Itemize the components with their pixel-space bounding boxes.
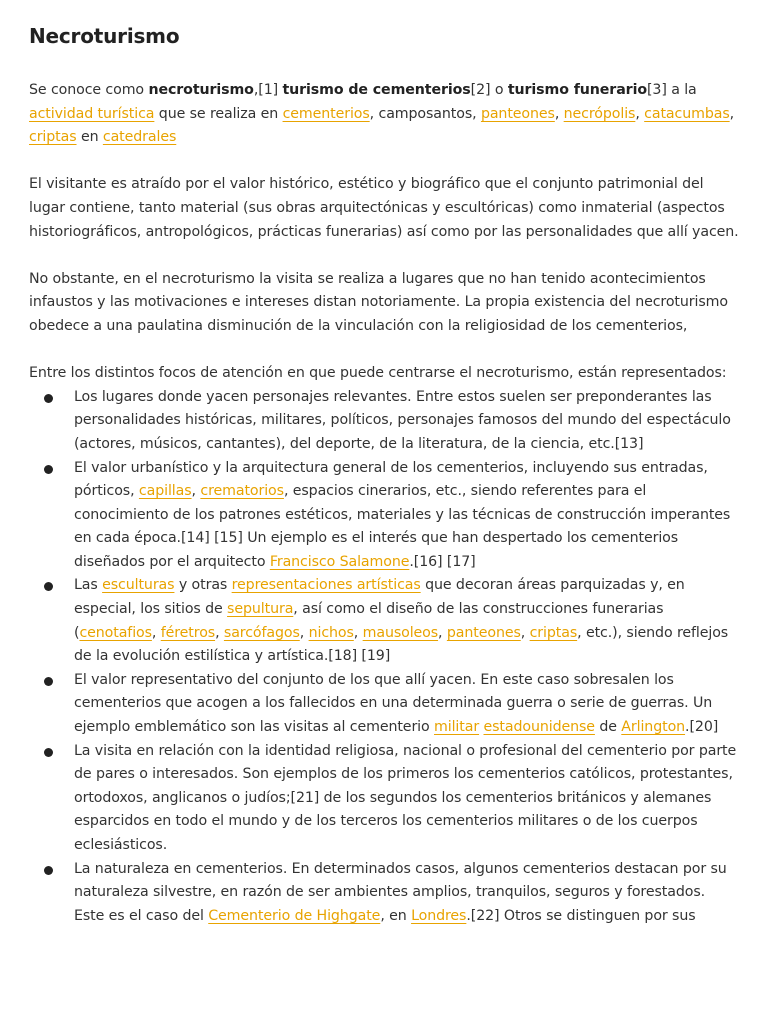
link-feretros[interactable]: féretros — [160, 624, 216, 641]
text: Los lugares donde yacen personajes relevantes. Entre estos suelen ser preponderantes las personalidades históricas, militares, políticos, personajes famosos del mundo del espectáculo (actores, músicos, cantantes), del deporte, de la literatura, de la ciencia, etc.[13] — [74, 388, 731, 452]
intro-paragraph — [29, 79, 739, 150]
bullet-icon — [44, 394, 53, 403]
bullet-icon — [44, 677, 53, 686]
text: Se conoce como — [29, 82, 149, 98]
link-estadounidense[interactable]: estadounidense — [483, 719, 595, 736]
text: , etc.), siendo reflejos de la evolución estilística y artística.[18] [19] — [74, 624, 729, 665]
link-londres[interactable]: Londres — [411, 907, 467, 924]
text: , — [299, 624, 309, 641]
link-mausoleos[interactable]: mausoleos — [362, 624, 439, 641]
text: El valor representativo del conjunto de los que allí yacen. En este caso sobresalen los cementerios que acogen a los fallecidos en una determinada guerra o serie de guerras. Un ejemplo emblemático son las visitas al cementerio — [74, 671, 713, 736]
link-cementerios[interactable]: cementerios — [282, 105, 370, 122]
link-militar[interactable]: militar — [434, 719, 480, 736]
paragraph-no-obstante: No obstante, en el necroturismo la visita se realiza a lugares que no han tenido acontecimientos infaustos y las motivaciones e intereses distan notoriamente. La propia existencia del necroturismo obedece a una paulatina disminución de la vinculación con la religiosidad de los cementerios, — [29, 270, 728, 334]
link-sepultura[interactable]: sepultura — [227, 601, 294, 618]
list-item — [29, 386, 739, 457]
text: , camposantos, — [369, 105, 481, 122]
link-cementerio-de-highgate[interactable]: Cementerio de Highgate — [208, 907, 381, 924]
text: , — [520, 624, 530, 641]
link-nichos[interactable]: nichos — [308, 624, 354, 641]
link-panteones[interactable]: panteones — [446, 624, 521, 641]
link-cenotafios[interactable]: cenotafios — [79, 624, 152, 641]
list-item — [29, 669, 739, 740]
link-panteones[interactable]: panteones — [480, 105, 555, 122]
bold-term: turismo funerario — [507, 82, 647, 98]
text: , — [729, 105, 735, 122]
link-sarcofagos[interactable]: sarcófagos — [223, 624, 300, 641]
text: , en — [380, 907, 412, 924]
page-title: Necroturismo — [29, 24, 180, 48]
text: La visita en relación con la identidad religiosa, nacional o profesional del cementerio por parte de pares o interesados. Son ejemplos de los primeros los cementerios católicos, protestantes, ortodoxos, anglicanos o judíos;[21] de los segundos los cementerios británicos y alemanes esparcidos en todo el mundo y de los terceros los cementerios militares o de los cuerpos eclesiásticos. — [74, 742, 737, 853]
link-necropolis[interactable]: necrópolis — [563, 105, 636, 122]
link-francisco-salamone[interactable]: Francisco Salamone — [269, 553, 410, 570]
link-catacumbas[interactable]: catacumbas — [644, 105, 730, 122]
link-representaciones-artisticas[interactable]: representaciones artísticas — [231, 577, 421, 594]
link-actividad-turistica[interactable]: actividad turística — [29, 105, 155, 122]
text: .[16] [17] — [409, 553, 476, 570]
text: , espacios cinerarios, etc., siendo referentes para el conocimiento de los patrones estéticos, materiales y las técnicas de construcción imperantes en cada época.[14] [15] Un ejemplo es el interés que han despertado los cementerios diseñados por el arquitecto — [74, 483, 731, 570]
list-item — [29, 740, 739, 858]
text: , — [353, 624, 363, 641]
text: , — [215, 624, 224, 641]
bullet-icon — [44, 465, 53, 474]
text: , — [438, 624, 447, 641]
link-criptas[interactable]: criptas — [529, 624, 578, 641]
bold-term: turismo de cementerios — [282, 82, 471, 98]
bullet-icon — [44, 582, 53, 591]
text: que decoran áreas parquizadas y, en especial, los sitios de — [74, 577, 685, 618]
bold-term: necroturismo — [148, 82, 254, 98]
text: , — [635, 105, 645, 122]
text: , — [151, 624, 161, 641]
link-crematorios[interactable]: crematorios — [200, 483, 284, 500]
link-arlington[interactable]: Arlington — [621, 719, 686, 736]
list-item — [29, 858, 739, 929]
text: , así como el diseño de las construcciones funerarias ( — [74, 601, 664, 641]
text: .[22] Otros se distinguen por sus — [466, 907, 696, 924]
list-intro: Entre los distintos focos de atención en que puede centrarse el necroturismo, están representados: — [29, 365, 727, 382]
text: La naturaleza en cementerios. En determinados casos, algunos cementerios destacan por su naturaleza silvestre, en razón de ser ambientes amplios, tranquilos, seguros y forestados. Este es el caso del — [74, 860, 727, 924]
text: de — [594, 719, 622, 736]
text: en — [76, 129, 103, 146]
text: Las — [74, 577, 103, 594]
paragraph-visitante: El visitante es atraído por el valor histórico, estético y biográfico que el conjunto patrimonial del lugar contiene, tanto material (sus obras arquitectónicas y escultóricas) como inmaterial (aspectos historiográficos, antropológicos, prácticas funerarias) así como por las personalidades que allí yacen. — [29, 176, 739, 240]
text: .[20] — [685, 719, 719, 736]
link-esculturas[interactable]: esculturas — [102, 577, 175, 594]
text: que se realiza en — [154, 105, 283, 122]
list-item — [29, 574, 739, 668]
text: , — [554, 105, 564, 122]
text: y otras — [174, 577, 232, 594]
focus-list — [29, 386, 739, 929]
text: , — [191, 483, 201, 500]
bullet-icon — [44, 866, 53, 875]
bullet-icon — [44, 748, 53, 757]
list-item — [29, 457, 739, 575]
text: [2] o — [470, 82, 508, 98]
link-capillas[interactable]: capillas — [138, 483, 192, 500]
text: ,[1] — [253, 82, 283, 98]
text: [3] a la — [646, 82, 697, 98]
link-catedrales[interactable]: catedrales — [102, 129, 177, 146]
text: El valor urbanístico y la arquitectura general de los cementerios, incluyendo sus entradas, pórticos, — [74, 459, 708, 500]
link-criptas[interactable]: criptas — [29, 129, 77, 146]
